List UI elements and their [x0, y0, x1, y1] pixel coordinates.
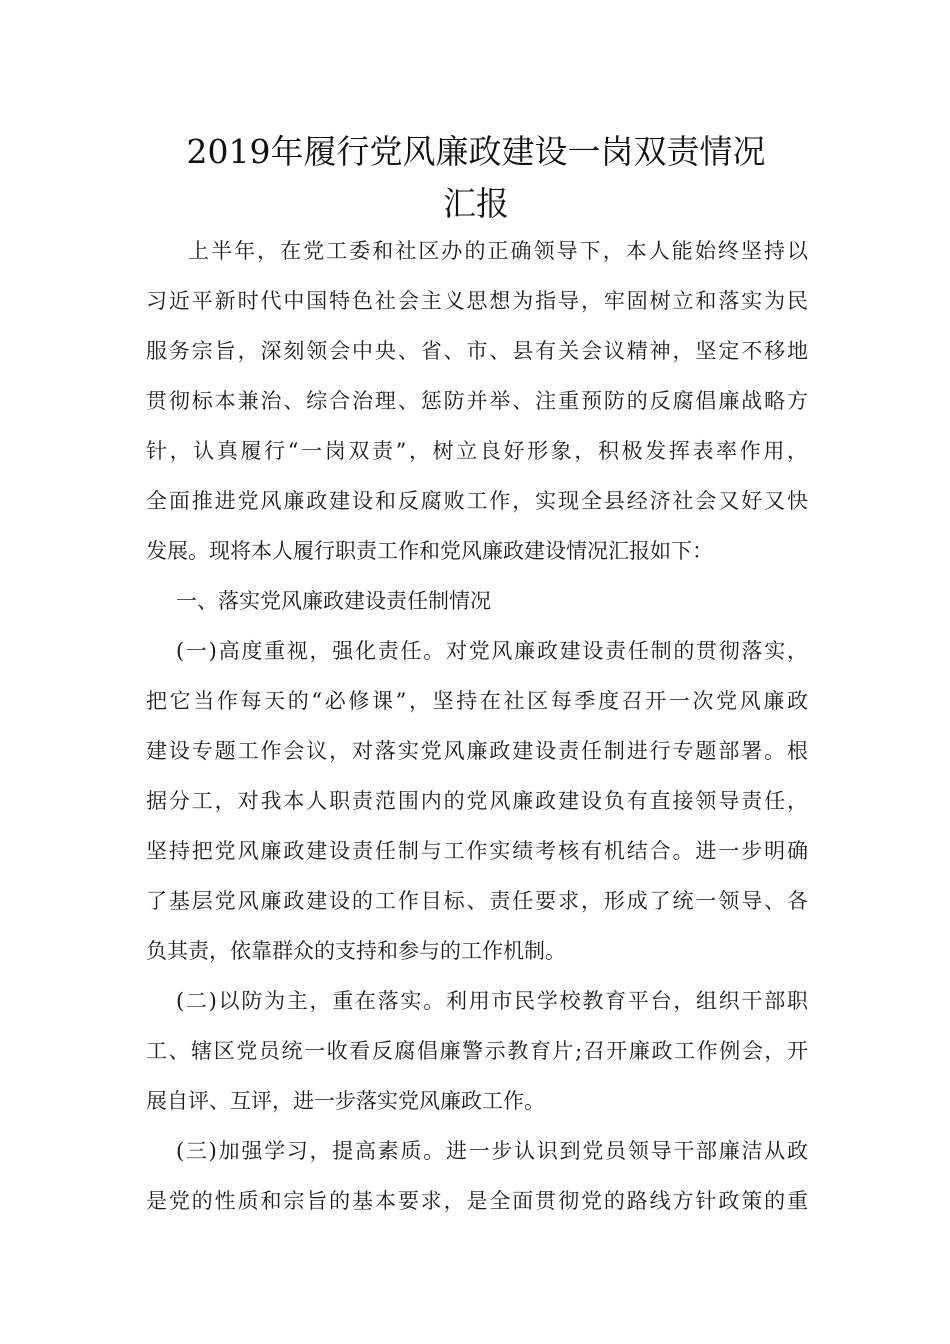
paragraph-line: (二)以防为主，重在落实。利用市民学校教育平台，组织干部职 [176, 989, 808, 1013]
paragraph-line: 服务宗旨，深刻领会中央、省、市、县有关会议精神，坚定不移地 [146, 339, 808, 363]
paragraph-line: 发展。现将本人履行职责工作和党风廉政建设情况汇报如下： [146, 539, 713, 563]
paragraph-line: 坚持把党风廉政建设责任制与工作实绩考核有机结合。进一步明确 [146, 839, 808, 863]
paragraph-line: 习近平新时代中国特色社会主义思想为指导，牢固树立和落实为民 [146, 289, 808, 313]
document-title-line-1: 2019年履行党风廉政建设一岗双责情况 [186, 132, 766, 171]
paragraph-line: 把它当作每天的“必修课”，坚持在社区每季度召开一次党风廉政 [146, 689, 808, 713]
paragraph-line: (三)加强学习，提高素质。进一步认识到党员领导干部廉洁从政 [176, 1139, 808, 1163]
paragraph-line: 展自评、互评，进一步落实党风廉政工作。 [146, 1089, 545, 1113]
paragraph-line: 建设专题工作会议，对落实党风廉政建设责任制进行专题部署。根 [146, 739, 808, 763]
paragraph-line: 工、辖区党员统一收看反腐倡廉警示教育片;召开廉政工作例会，开 [146, 1039, 808, 1063]
paragraph-line: 针，认真履行“一岗双责”，树立良好形象，积极发挥表率作用， [146, 439, 808, 463]
document-title-line-2: 汇报 [443, 184, 509, 223]
paragraph-line: 全面推进党风廉政建设和反腐败工作，实现全县经济社会又好又快 [146, 489, 808, 513]
paragraph-line: 上半年，在党工委和社区办的正确领导下，本人能始终坚持以 [188, 239, 808, 263]
section-heading: 一、落实党风廉政建设责任制情况 [176, 589, 491, 613]
paragraph-line: 负其责，依靠群众的支持和参与的工作机制。 [146, 939, 566, 963]
paragraph-line: 了基层党风廉政建设的工作目标、责任要求，形成了统一领导、各 [146, 889, 808, 913]
paragraph-line: 据分工，对我本人职责范围内的党风廉政建设负有直接领导责任， [146, 789, 808, 813]
paragraph-line: (一)高度重视，强化责任。对党风廉政建设责任制的贯彻落实， [176, 639, 808, 663]
paragraph-line: 贯彻标本兼治、综合治理、惩防并举、注重预防的反腐倡廉战略方 [146, 389, 808, 413]
paragraph-line: 是党的性质和宗旨的基本要求，是全面贯彻党的路线方针政策的重 [146, 1189, 808, 1213]
